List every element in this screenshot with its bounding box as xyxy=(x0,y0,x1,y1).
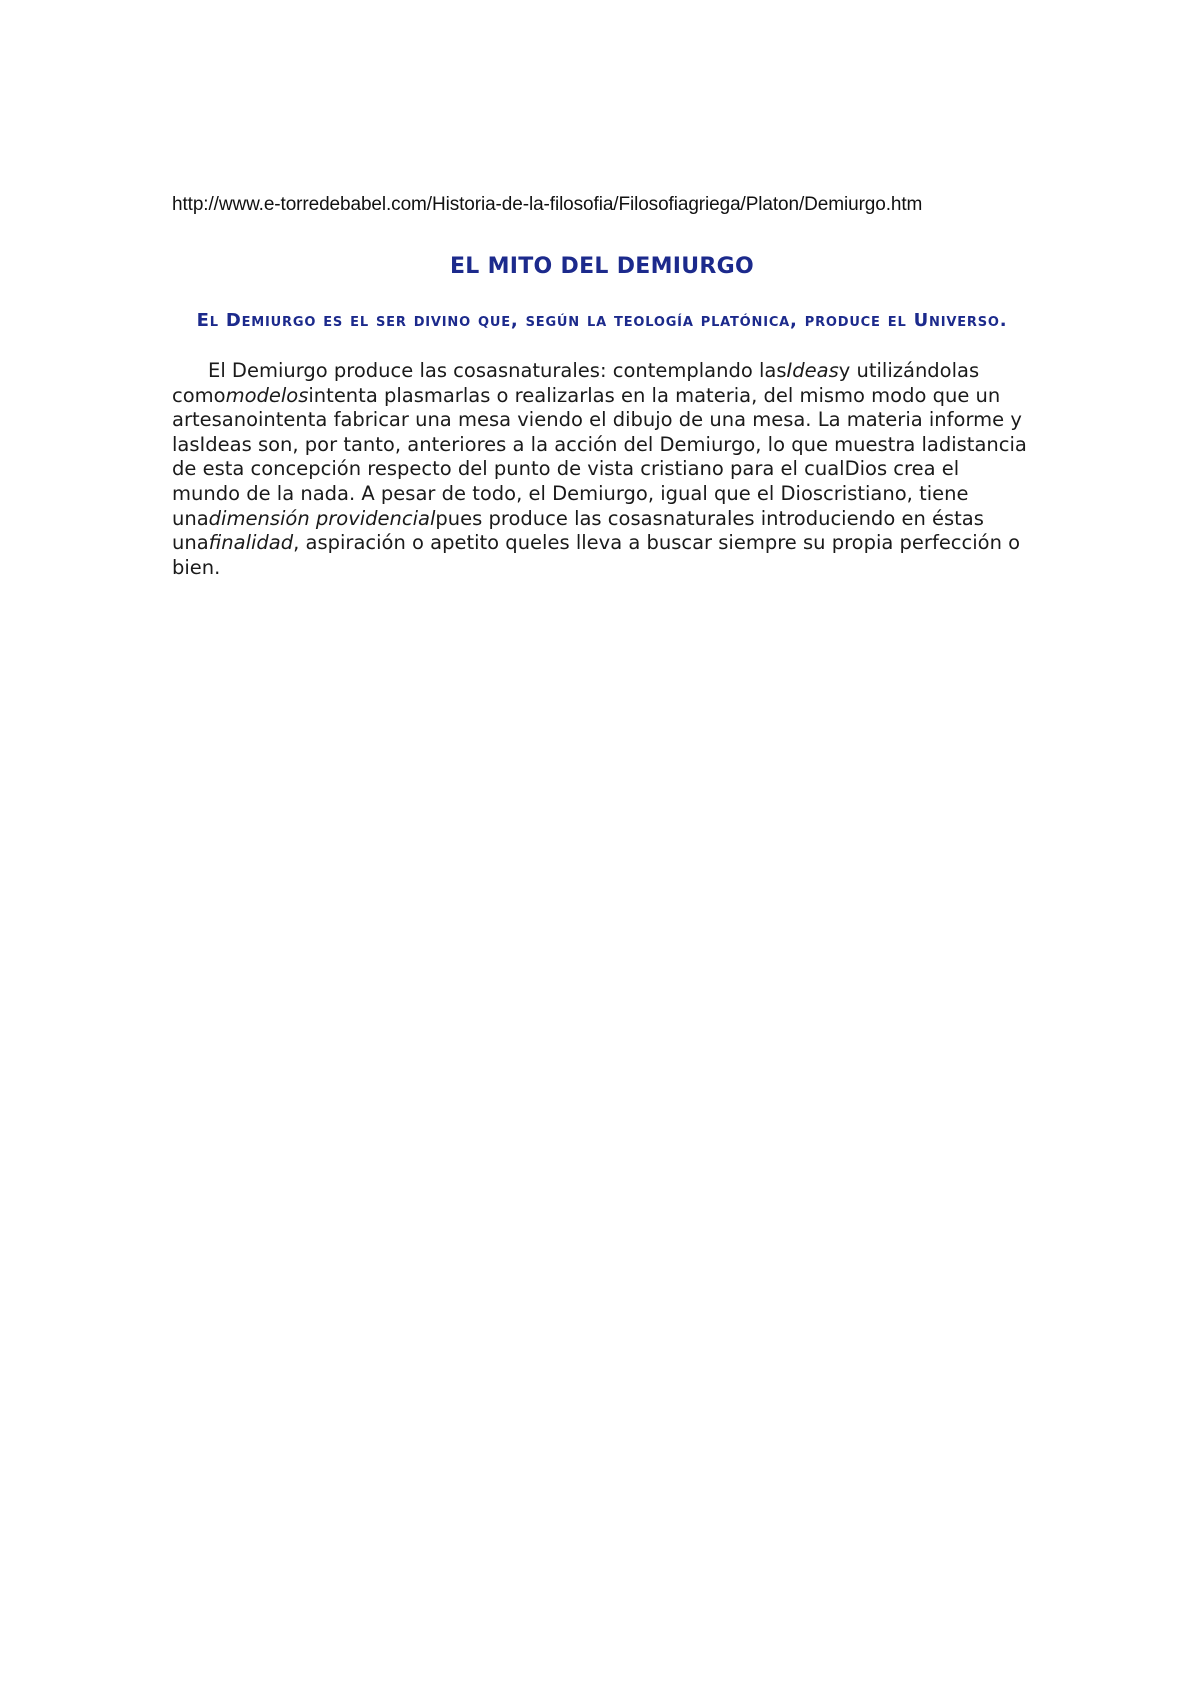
page-subtitle: El Demiurgo es el ser divino que, según la teología platónica, produce el Universo. xyxy=(196,310,1008,331)
text-run: intenta plasmarlas o realizarlas en la materia, del mismo modo que un artesanointenta fabricar una mesa viendo el dibujo de una mesa. La materia informe y lasIdeas son, por tanto, anteriores a la acción del Demiurgo, lo que muestra ladistancia de esta concepción respecto del punto de vista cristiano para el cualDios crea el mundo de la nada. A pesar de todo, el Demiurgo, igual que el Dioscristiano, tiene una xyxy=(172,383,1027,530)
page-title: EL MITO DEL DEMIURGO xyxy=(449,254,755,279)
italic-term-dimension-providencial: dimensión providencial xyxy=(208,506,436,530)
text-run: , aspiración o apetito queles lleva a buscar siempre su propia perfección o bien. xyxy=(172,531,1021,579)
italic-term-finalidad: finalidad xyxy=(208,531,294,555)
text-run: y utilizándolas como xyxy=(172,359,980,407)
body-paragraph xyxy=(172,359,1032,580)
source-url: http://www.e-torredebabel.com/Historia-de-la-filosofia/Filosofiagriega/Platon/Demiurgo.htm xyxy=(172,194,923,215)
italic-term-modelos: modelos xyxy=(225,383,309,407)
text-run: pues produce las cosasnaturales introduciendo en éstas una xyxy=(172,506,984,555)
document-page xyxy=(172,193,1032,580)
text-run: El Demiurgo produce las cosasnaturales: contemplando las xyxy=(208,359,787,382)
italic-term-ideas: Ideas xyxy=(786,359,839,382)
